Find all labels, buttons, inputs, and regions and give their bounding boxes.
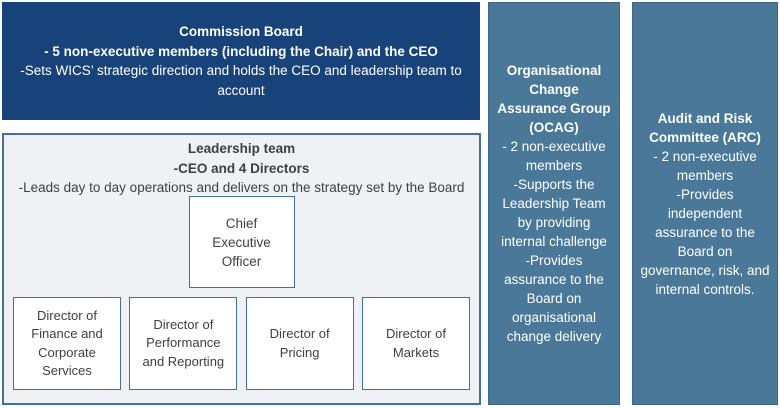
arc-column: [632, 2, 778, 405]
ocag-column: [488, 2, 620, 405]
director-box-markets: Director of Markets: [362, 297, 470, 390]
commission-board-box: [2, 2, 480, 120]
ceo-box: [189, 196, 295, 288]
leadership-team-box: [2, 133, 481, 405]
ceo-label: Chief Executive Officer: [212, 215, 271, 269]
commission-board-title: Commission Board: [179, 24, 303, 39]
director-box-performance: Director of Performance and Reporting: [129, 297, 237, 390]
director-box-finance: Director of Finance and Corporate Services: [13, 297, 121, 390]
director-box-pricing: Director of Pricing: [246, 297, 354, 390]
arc-members-line: - 2 non-executive members: [653, 148, 757, 183]
arc-title: Audit and Risk Committee (ARC): [649, 110, 761, 145]
arc-assurance-line: -Provides independent assurance to the Board on governance, risk, and internal controls.: [640, 186, 770, 297]
commission-board-members-line: - 5 non-executive members (including the Chair) and the CEO: [44, 43, 438, 59]
ocag-supports-line: -Supports the Leadership Team by providing internal challenge: [501, 177, 607, 249]
leadership-team-description: -Leads day to day operations and delivers on the strategy set by the Board: [18, 180, 465, 195]
ocag-members-line: - 2 non-executive members: [502, 139, 606, 173]
ocag-assurance-line: -Provides assurance to the Board on organisational change delivery: [504, 253, 604, 344]
directors-row: [4, 297, 479, 390]
leadership-team-header: [4, 135, 479, 198]
leadership-team-subtitle: -CEO and 4 Directors: [173, 160, 310, 176]
leadership-team-title: Leadership team: [187, 141, 296, 156]
ocag-title: Organisational Change Assurance Group (OCAG): [497, 63, 611, 135]
commission-board-role-line: -Sets WICS’ strategic direction and holds the CEO and leadership team to account: [20, 63, 462, 98]
